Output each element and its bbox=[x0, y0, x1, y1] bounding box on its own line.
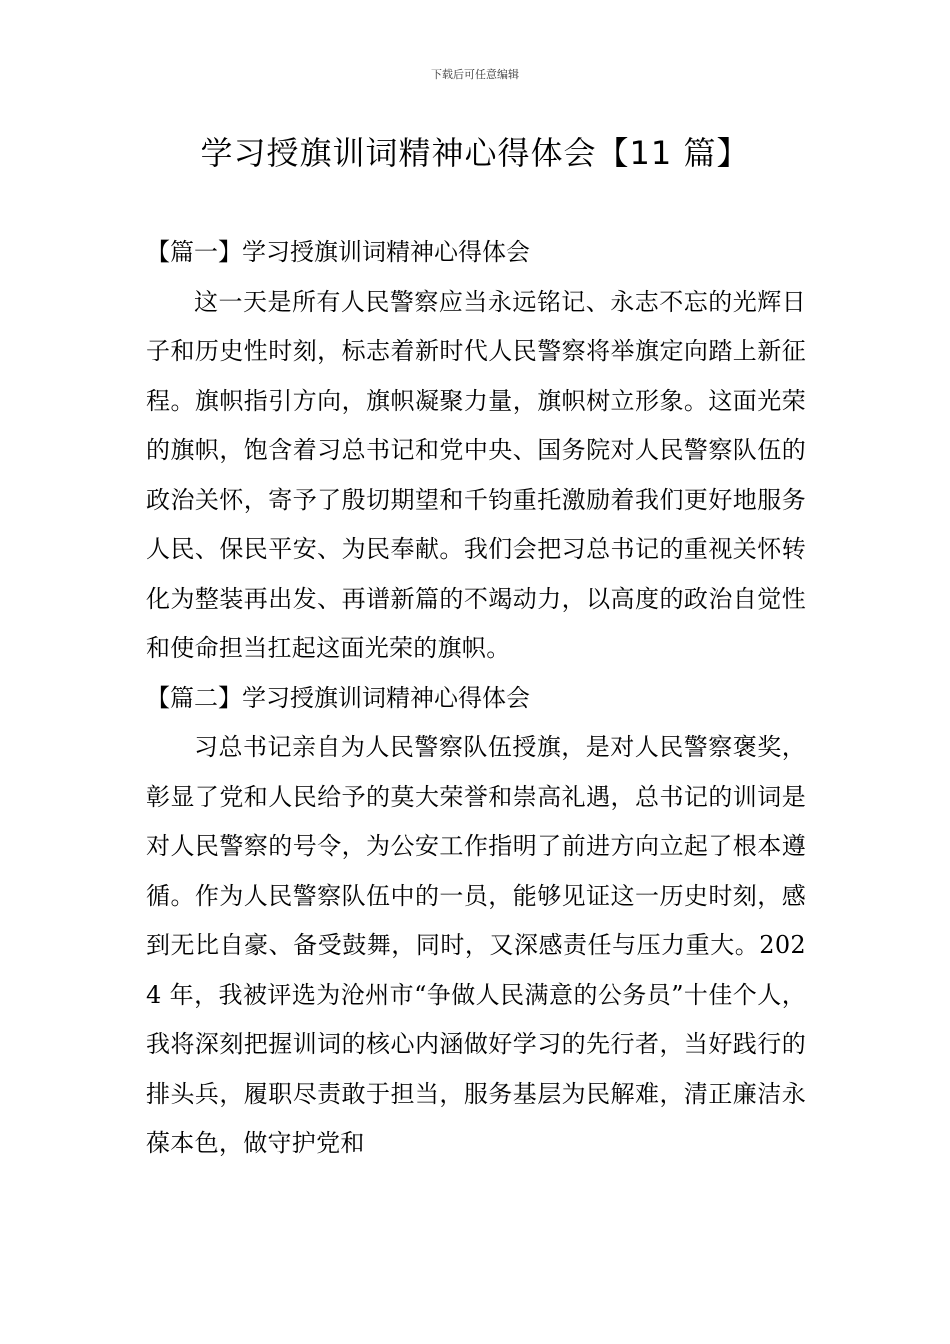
document-body bbox=[146, 228, 806, 1169]
document-title: 学习授旗训词精神心得体会【11 篇】 bbox=[200, 134, 750, 172]
header-note: 下载后可任意编辑 bbox=[431, 68, 519, 81]
section-paragraph: 这一天是所有人民警察应当永远铭记、永志不忘的光辉日子和历史性时刻，标志着新时代人民警察将举旗定向踏上新征程。旗帜指引方向，旗帜凝聚力量，旗帜树立形象。这面光荣的旗帜，饱含着习总书记和党中央、国务院对人民警察队伍的政治关怀，寄予了殷切期望和千钧重托激励着我们更好地服务人民、保民平安、为民奉献。我们会把习总书记的重视关怀转化为整装再出发、再谱新篇的不竭动力，以高度的政治自觉性和使命担当扛起这面光荣的旗帜。 bbox=[146, 287, 806, 662]
section-2 bbox=[146, 674, 806, 1169]
section-heading: 【篇二】学习授旗训词精神心得体会 bbox=[146, 683, 530, 712]
section-heading: 【篇一】学习授旗训词精神心得体会 bbox=[146, 238, 530, 266]
section-1 bbox=[146, 228, 806, 674]
section-paragraph: 习总书记亲自为人民警察队伍授旗，是对人民警察褒奖，彰显了党和人民给予的莫大荣誉和崇高礼遇，总书记的训词是对人民警察的号令，为公安工作指明了前进方向立起了根本遵循。作为人民警察队伍中的一员，能够见证这一历史时刻，感到无比自豪、备受鼓舞，同时，又深感责任与压力重大。2024 年，我被评选为沧州市“争做人民满意的公务员”十佳个人，我将深刻把握训词的核心内涵做好学习的先行者，当好践行的排头兵，履职尽责敢于担当，服务基层为民解难，清正廉洁永葆本色，做守护党和 bbox=[146, 733, 806, 1157]
